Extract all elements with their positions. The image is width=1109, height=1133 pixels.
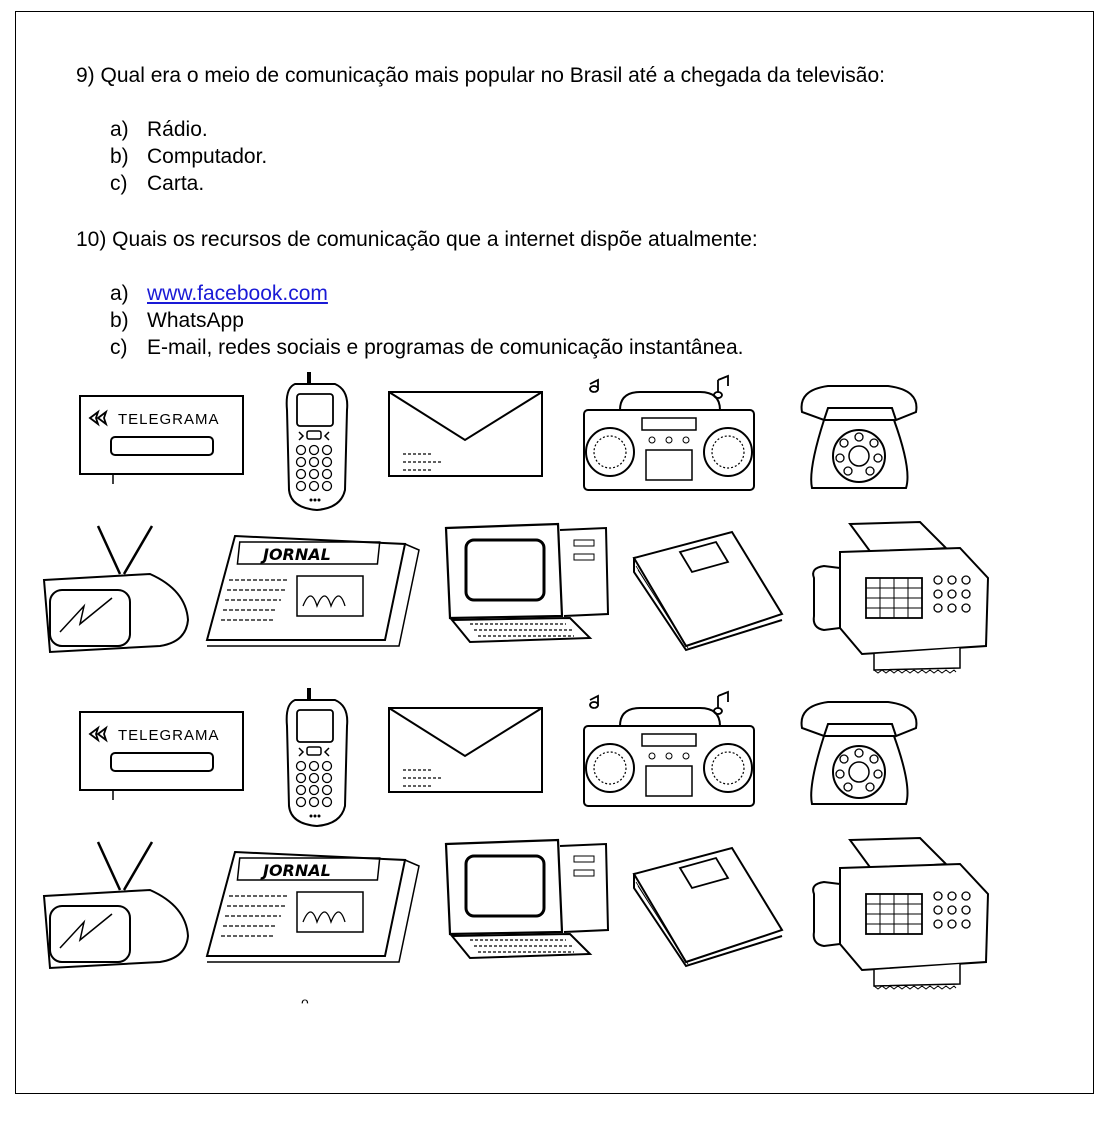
book-illustration (632, 844, 787, 969)
q9-option-a (110, 116, 208, 143)
book-illustration (632, 528, 787, 653)
fax-machine-illustration (810, 834, 995, 994)
telegram-illustration (78, 390, 248, 490)
option-letter: c) (110, 172, 128, 195)
option-letter: a) (110, 282, 129, 305)
facebook-link[interactable]: www.facebook.com (147, 282, 328, 305)
q10-option-b (110, 307, 244, 334)
telegram-illustration (78, 706, 248, 806)
option-letter: c) (110, 336, 128, 359)
envelope-illustration (387, 704, 547, 804)
option-letter: b) (110, 309, 129, 332)
cell-phone-illustration (277, 370, 367, 515)
stray-mark: ᴖ (301, 994, 309, 1010)
telephone-illustration (788, 696, 933, 816)
q10-option-a (110, 280, 328, 307)
question-10: 10) Quais os recursos de comunicação que a internet dispõe atualmente: (76, 228, 758, 251)
telegram-label: TELEGRAMA (118, 727, 220, 744)
option-text: E-mail, redes sociais e programas de comunicação instantânea. (147, 336, 744, 359)
radio-illustration (580, 686, 760, 821)
computer-illustration (440, 836, 615, 966)
q10-option-c (110, 334, 743, 361)
option-letter: b) (110, 145, 129, 168)
option-text: Computador. (147, 145, 268, 168)
fax-machine-illustration (810, 518, 995, 678)
telegram-label: TELEGRAMA (118, 411, 220, 428)
radio-illustration (580, 370, 760, 505)
option-text: Rádio. (147, 118, 208, 141)
newspaper-label: JORNAL (263, 545, 331, 564)
option-text: WhatsApp (147, 309, 244, 332)
q9-option-b (110, 143, 267, 170)
option-text: Carta. (147, 172, 205, 195)
illustration-grid-1 (40, 370, 1000, 680)
envelope-illustration (387, 388, 547, 488)
q9-option-c (110, 170, 204, 197)
television-illustration (40, 836, 190, 976)
question-9: 9) Qual era o meio de comunicação mais popular no Brasil até a chegada da televisão: (76, 64, 885, 87)
television-illustration (40, 520, 190, 660)
illustration-grid-2 (40, 686, 1000, 996)
newspaper-label: JORNAL (263, 861, 331, 880)
telephone-illustration (788, 380, 933, 500)
cell-phone-illustration (277, 686, 367, 831)
newspaper-illustration (205, 530, 425, 655)
newspaper-illustration (205, 846, 425, 971)
option-letter: a) (110, 118, 129, 141)
computer-illustration (440, 520, 615, 650)
